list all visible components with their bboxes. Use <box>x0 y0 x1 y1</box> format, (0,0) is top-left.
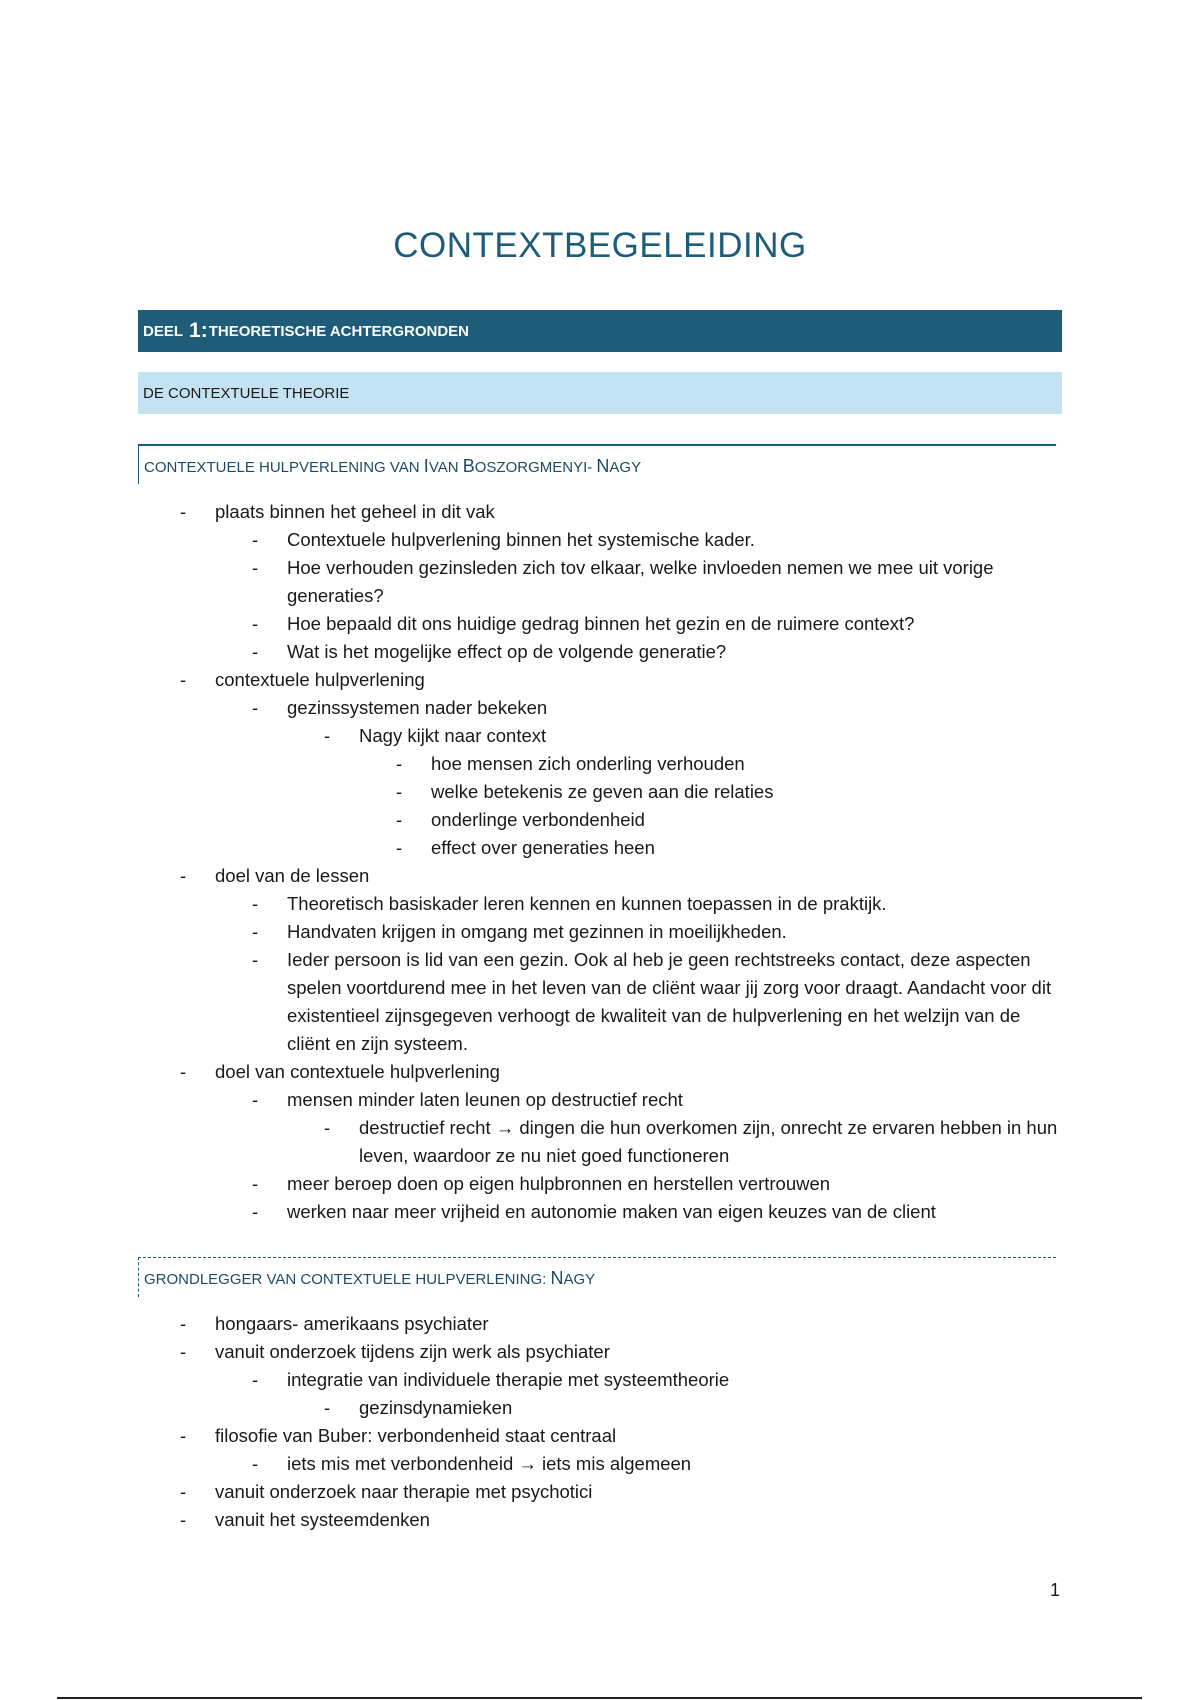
list-item <box>215 638 1065 666</box>
bullet-list-contextuele-hulpverlening <box>175 498 1065 1226</box>
list-item <box>215 526 1065 554</box>
list-item-text: - Wat is het mogelijke effect op de volgende generatie? <box>287 641 727 662</box>
list-item-text: - vanuit het systeemdenken <box>215 1509 430 1530</box>
list-item <box>215 1086 1065 1170</box>
bullet-list-level-2 <box>287 722 1065 862</box>
part-heading-text: THEORETISCHE ACHTERGRONDEN <box>208 322 469 340</box>
list-item-text: - plaats binnen het geheel in dit vak <box>215 501 495 522</box>
subsection-heading-part: GRONDLEGGER VAN CONTEXTUELE HULPVERLENING: <box>144 1271 551 1288</box>
subsection-heading-part: I <box>423 456 429 476</box>
list-item-text: - destructief recht → dingen die hun overkomen zijn, onrecht ze ervaren hebben in hun leven, waardoor ze nu niet goed functioneren <box>359 1117 1058 1166</box>
list-item <box>175 666 1065 862</box>
list-item-text: - vanuit onderzoek tijdens zijn werk als psychiater <box>215 1341 610 1362</box>
part-heading-prefix: DEEL <box>143 322 184 340</box>
list-item <box>175 1422 1065 1478</box>
list-item-text: - effect over generaties heen <box>431 837 655 858</box>
bullet-list-level-2 <box>287 1394 1065 1422</box>
list-item-text: - onderlinge verbondenheid <box>431 809 645 830</box>
subsection-heading-grondlegger <box>138 1257 1056 1297</box>
part-heading <box>138 310 1062 352</box>
subsection-heading-part: AGY <box>609 459 642 476</box>
list-item <box>215 694 1065 862</box>
subsection-heading-part: OSZORGMENYI- <box>474 459 597 476</box>
subsection-heading-contextuele-hulpverlening <box>138 444 1056 484</box>
list-item-text: - welke betekenis ze geven aan die relaties <box>431 781 774 802</box>
list-item <box>215 946 1065 1058</box>
list-item-text: - mensen minder laten leunen op destructief recht <box>287 1089 683 1110</box>
bullet-list-level-2 <box>287 1114 1065 1170</box>
list-item <box>287 1114 1065 1170</box>
list-item-text: - gezinssystemen nader bekeken <box>287 697 548 718</box>
list-item <box>175 1058 1065 1226</box>
list-item <box>175 862 1065 1058</box>
list-item-text: - hongaars- amerikaans psychiater <box>215 1313 489 1334</box>
list-item-text: - vanuit onderzoek naar therapie met psychotici <box>215 1481 593 1502</box>
bullet-list-level-3 <box>359 750 1065 862</box>
list-item-text: - werken naar meer vrijheid en autonomie maken van eigen keuzes van de client <box>287 1201 936 1222</box>
bullet-list-level-1 <box>215 890 1065 1058</box>
page-number: 1 <box>1049 1580 1060 1600</box>
list-item <box>359 834 1065 862</box>
list-item <box>287 722 1065 862</box>
list-item <box>359 806 1065 834</box>
document-title: CONTEXTBEGELEIDING <box>393 226 807 265</box>
bullet-list-level-0 <box>175 498 1065 1226</box>
list-item <box>175 1478 1065 1506</box>
list-item <box>175 1338 1065 1422</box>
subsection-heading-part: N <box>550 1268 564 1288</box>
list-item-text: - integratie van individuele therapie met systeemtheorie <box>287 1369 730 1390</box>
list-item <box>215 610 1065 638</box>
list-item <box>215 554 1065 610</box>
list-item <box>215 1170 1065 1198</box>
list-item-text: - iets mis met verbondenheid → iets mis algemeen <box>287 1453 692 1474</box>
list-item-text: - hoe mensen zich onderling verhouden <box>431 753 745 774</box>
subsection-heading-part: VAN <box>428 459 463 476</box>
list-item <box>215 1366 1065 1422</box>
subsection-heading-part: CONTEXTUELE HULPVERLENING VAN <box>144 459 424 476</box>
list-item-text: - Handvaten krijgen in omgang met gezinnen in moeilijkheden. <box>287 921 787 942</box>
page-bottom-rule <box>57 1697 1142 1699</box>
list-item <box>359 750 1065 778</box>
bullet-list-level-1 <box>215 1086 1065 1226</box>
list-item <box>215 1198 1065 1226</box>
subsection-heading-part: B <box>462 456 475 476</box>
bullet-list-level-0 <box>175 1310 1065 1534</box>
bullet-list-level-1 <box>215 1450 1065 1478</box>
list-item <box>175 498 1065 666</box>
bullet-list-level-1 <box>215 526 1065 666</box>
list-item-text: - Contextuele hulpverlening binnen het systemische kader. <box>287 529 755 550</box>
list-item-text: - contextuele hulpverlening <box>215 669 425 690</box>
section-heading: DE CONTEXTUELE THEORIE <box>138 372 1062 414</box>
list-item <box>175 1506 1065 1534</box>
list-item <box>215 918 1065 946</box>
bullet-list-level-1 <box>215 694 1065 862</box>
list-item-text: - meer beroep doen op eigen hulpbronnen en herstellen vertrouwen <box>287 1173 831 1194</box>
list-item-text: - doel van de lessen <box>215 865 370 886</box>
list-item-text: - Nagy kijkt naar context <box>359 725 547 746</box>
subsection-heading-part: AGY <box>563 1271 596 1288</box>
subsection-heading-part: N <box>596 456 610 476</box>
list-item-text: - filosofie van Buber: verbondenheid staat centraal <box>215 1425 617 1446</box>
bullet-list-level-1 <box>215 1366 1065 1422</box>
list-item-text: - Hoe verhouden gezinsleden zich tov elkaar, welke invloeden nemen we mee uit vorige generaties? <box>287 557 994 606</box>
list-item-text: - Theoretisch basiskader leren kennen en kunnen toepassen in de praktijk. <box>287 893 887 914</box>
list-item <box>215 890 1065 918</box>
list-item-text: - doel van contextuele hulpverlening <box>215 1061 500 1082</box>
bullet-list-grondlegger <box>175 1310 1065 1534</box>
list-item-text: - Ieder persoon is lid van een gezin. Ook al heb je geen rechtstreeks contact, deze aspecten spelen voortdurend mee in het leven van de cliënt waar jij zorg voor draagt. Aandacht voor dit existentieel zijnsgegeven verhoogt de kwaliteit van de hulpverlening en het welzijn van de cliënt en zijn systeem. <box>287 949 1052 1054</box>
list-item <box>215 1450 1065 1478</box>
list-item-text: - gezinsdynamieken <box>359 1397 513 1418</box>
list-item-text: - Hoe bepaald dit ons huidige gedrag binnen het gezin en de ruimere context? <box>287 613 915 634</box>
list-item <box>287 1394 1065 1422</box>
list-item <box>359 778 1065 806</box>
list-item <box>175 1310 1065 1338</box>
part-heading-number: 1: <box>189 319 208 342</box>
